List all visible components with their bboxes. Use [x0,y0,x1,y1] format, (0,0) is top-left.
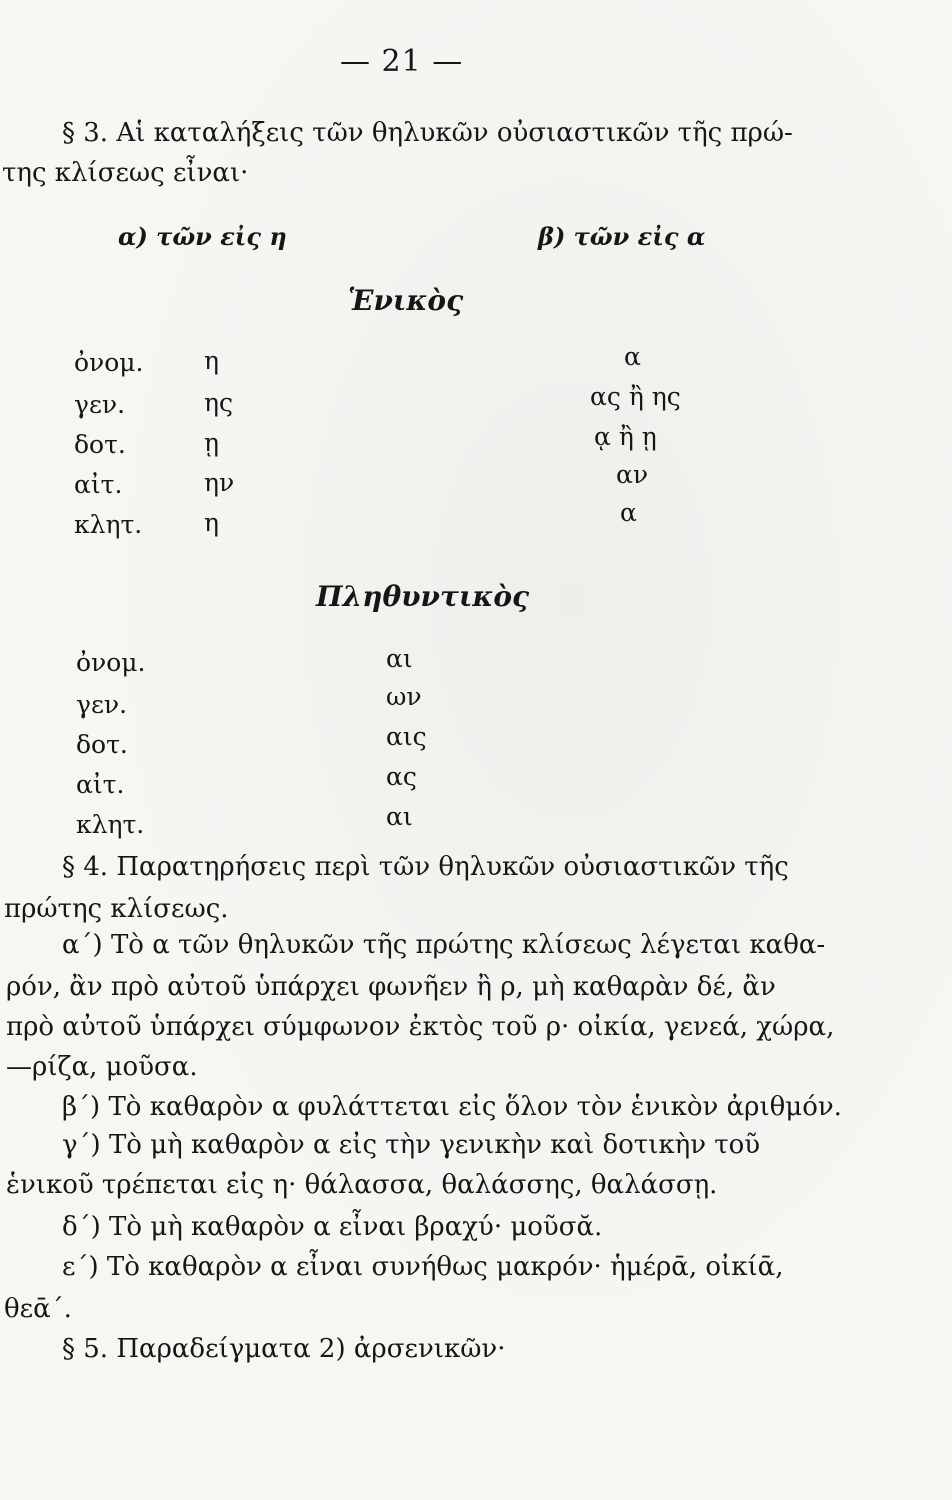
plural-ending: ων [386,682,422,711]
plural-case-label: ὀνομ. [76,648,146,677]
section4-line: ρόν, ἂν πρὸ αὐτοῦ ὑπάρχει φωνῆεν ἢ ρ, μὴ καθαρὰν δέ, ἂν [6,972,776,1002]
section4-line: α΄) Τὸ α τῶν θηλυκῶν τῆς πρώτης κλίσεως λέγεται καθα- [62,930,826,960]
plural-heading: Πληθυντικὸς [316,580,530,613]
singular-ending-b: α [620,498,637,527]
section4-line: δ΄) Τὸ μὴ καθαρὸν α εἶναι βραχύ· μοῦσᾰ. [62,1212,603,1242]
plural-case-label: αἰτ. [76,770,125,799]
singular-ending-a: η [204,346,219,375]
plural-ending: αις [386,722,427,751]
section4-line: —ρίζα, μοῦσα. [6,1052,198,1082]
section4-line: πρώτης κλίσεως. [4,894,229,924]
singular-ending-a: ην [204,468,235,497]
singular-ending-b: α [624,342,641,371]
plural-case-label: γεν. [76,690,128,719]
section4-line: ε΄) Τὸ καθαρὸν α εἶναι συνήθως μακρόν· ἡμέρᾱ, οἰκίᾱ, [62,1252,784,1282]
singular-ending-b: ᾳ ἢ ῃ [594,422,657,451]
plural-ending: αι [386,802,413,831]
section4-line: γ΄) Τὸ μὴ καθαρὸν α εἰς τὴν γενικὴν καὶ δοτικὴν τοῦ [62,1130,761,1160]
singular-case-label: γεν. [74,390,126,419]
singular-case-label: κλητ. [74,510,143,539]
section4-line: ἑνικοῦ τρέπεται εἰς η· θάλασσα, θαλάσσης, θαλάσσῃ. [6,1170,718,1200]
page-number: — 21 — [340,44,464,79]
section4-line: θεᾱ΄. [4,1294,72,1324]
singular-ending-a: η [204,508,219,537]
singular-ending-b: ας ἢ ης [590,382,681,411]
plural-ending: ας [386,762,417,791]
section3-line2: της κλίσεως εἶναι· [2,158,249,188]
column-a-title: α) τῶν εἰς η [118,222,287,251]
singular-ending-a: ης [204,388,233,417]
plural-ending: αι [386,644,413,673]
singular-case-label: δοτ. [74,430,126,459]
singular-ending-b: αν [616,460,649,489]
section4-line: § 4. Παρατηρήσεις περὶ τῶν θηλυκῶν οὐσιαστικῶν τῆς [62,852,789,882]
plural-case-label: κλητ. [76,810,145,839]
section5-line: § 5. Παραδείγματα 2) ἀρσενικῶν· [62,1334,506,1364]
section3-line1: § 3. Αἱ καταλήξεις τῶν θηλυκῶν οὐσιαστικῶν τῆς πρώ- [62,118,793,148]
section4-line: β΄) Τὸ καθαρὸν α φυλάττεται εἰς ὅλον τὸν ἑνικὸν ἀριθμόν. [62,1092,842,1122]
column-b-title: β) τῶν εἰς α [538,222,706,251]
singular-ending-a: ῃ [204,428,219,457]
singular-case-label: αἰτ. [74,470,123,499]
singular-heading: Ἑνικὸς [348,284,464,317]
section4-line: πρὸ αὐτοῦ ὑπάρχει σύμφωνον ἐκτὸς τοῦ ρ· οἰκία, γενεά, χώρα, [6,1012,835,1042]
plural-case-label: δοτ. [76,730,128,759]
singular-case-label: ὀνομ. [74,348,144,377]
